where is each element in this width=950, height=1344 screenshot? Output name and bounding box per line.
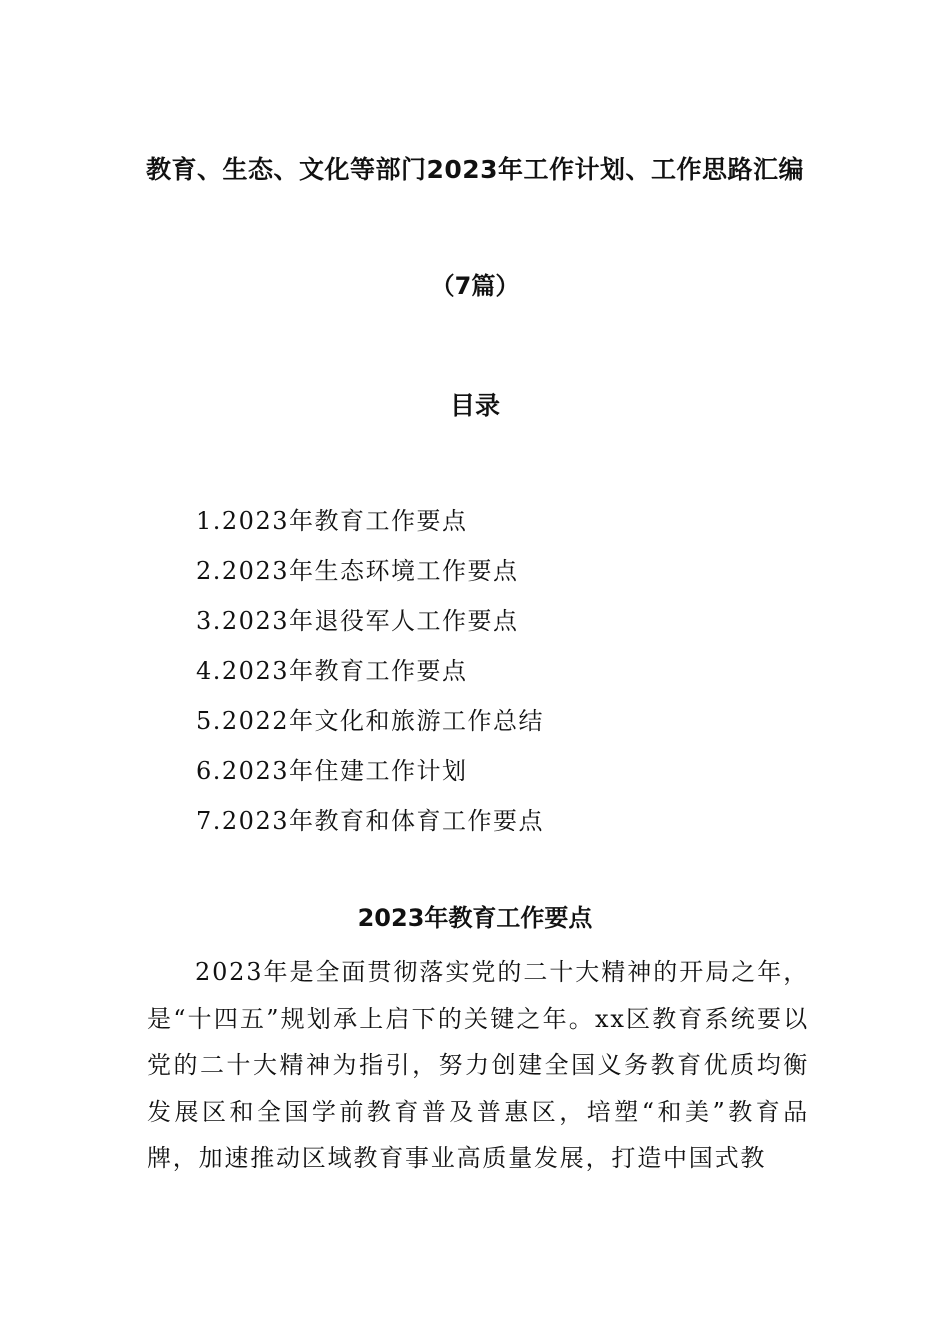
toc-item: 6.2023年住建工作计划: [196, 757, 468, 785]
page-subtitle: （7篇）: [430, 272, 520, 300]
table-of-contents: [196, 503, 544, 853]
body-paragraph: 2023年是全面贯彻落实党的二十大精神的开局之年，是“十四五”规划承上启下的关键之年。xx区教育系统要以党的二十大精神为指引，努力创建全国义务教育优质均衡发展区和全国学前教育普及普惠区，培塑“和美”教育品牌，加速推动区域教育事业高质量发展，打造中国式教: [147, 958, 809, 1172]
toc-item: 2.2023年生态环境工作要点: [196, 557, 519, 585]
section-heading: 2023年教育工作要点: [357, 904, 593, 932]
toc-heading: 目录: [449, 391, 500, 420]
page-title: 教育、生态、文化等部门2023年工作计划、工作思路汇编: [145, 155, 805, 184]
toc-item: 3.2023年退役军人工作要点: [196, 607, 519, 635]
toc-item: 7.2023年教育和体育工作要点: [196, 807, 544, 835]
toc-item: 5.2022年文化和旅游工作总结: [196, 707, 544, 735]
toc-item: 1.2023年教育工作要点: [196, 507, 468, 535]
toc-item: 4.2023年教育工作要点: [196, 657, 468, 685]
